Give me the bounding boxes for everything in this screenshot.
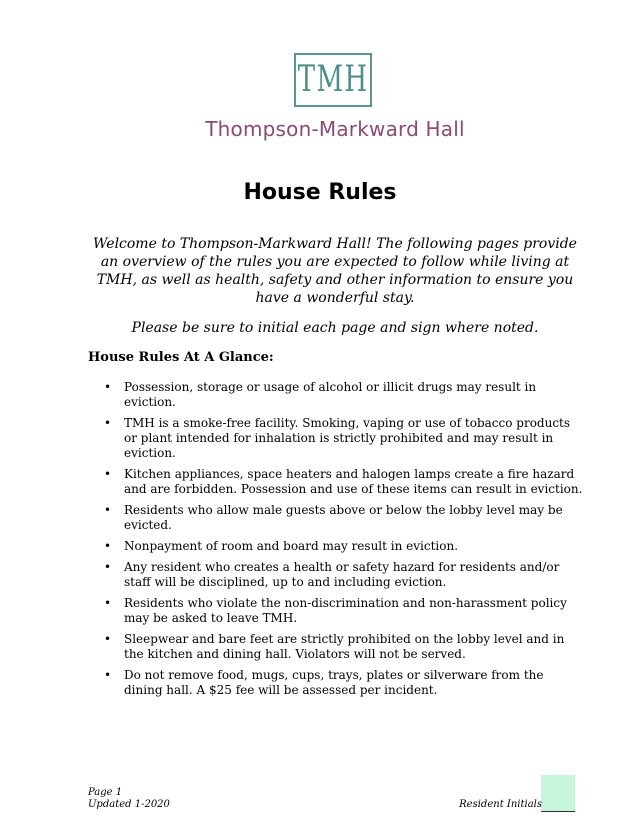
welcome-paragraph: Welcome to Thompson-Markward Hall! The following pages provide an overview of the rules you are expected to follow while living at TMH, as well as health, safety and other information to ensure you have a wonderful stay. [93, 236, 577, 306]
rule-item [104, 668, 584, 698]
rule-text: TMH is a smoke-free facility. Smoking, vaping or use of tobacco products or plant intended for inhalation is strictly prohibited and may result in eviction. [124, 416, 571, 460]
bullet-icon: • [104, 632, 112, 646]
rules-list [104, 380, 584, 704]
bullet-icon: • [104, 539, 112, 553]
bullet-icon: • [104, 467, 112, 481]
rules-heading: House Rules At A Glance: [88, 350, 274, 365]
rule-text: Residents who allow male guests above or below the lobby level may be evicted. [124, 503, 563, 532]
bullet-icon: • [104, 380, 112, 394]
rule-item [104, 632, 584, 662]
rule-item [104, 560, 584, 590]
rule-item [104, 503, 584, 533]
bullet-icon: • [104, 668, 112, 682]
bullet-icon: • [104, 416, 112, 430]
organization-name: Thompson-Markward Hall [205, 117, 465, 141]
footer-info [88, 787, 170, 811]
rule-text: Any resident who creates a health or safety hazard for residents and/or staff will be disciplined, up to and including eviction. [124, 560, 560, 589]
initials-field[interactable] [541, 775, 575, 812]
updated-date: Updated 1-2020 [88, 799, 170, 810]
logo-mark: TMH [297, 59, 369, 100]
rule-text: Nonpayment of room and board may result in eviction. [124, 539, 459, 553]
rule-item [104, 416, 584, 461]
rule-item [104, 596, 584, 626]
rule-text: Sleepwear and bare feet are strictly prohibited on the lobby level and in the kitchen and dining hall. Violators will not be served. [124, 632, 565, 661]
logo [294, 53, 372, 107]
rule-item [104, 539, 584, 554]
rule-item [104, 467, 584, 497]
rule-item [104, 380, 584, 410]
bullet-icon: • [104, 596, 112, 610]
page-title: House Rules [243, 180, 397, 205]
rule-text: Do not remove food, mugs, cups, trays, plates or silverware from the dining hall. A $25 fee will be assessed per incident. [124, 668, 544, 697]
rule-text: Possession, storage or usage of alcohol or illicit drugs may result in eviction. [124, 380, 537, 409]
initial-note: Please be sure to initial each page and sign where noted. [131, 320, 539, 336]
bullet-icon: • [104, 560, 112, 574]
rule-text: Kitchen appliances, space heaters and halogen lamps create a fire hazard and are forbidden. Possession and use of these items can result in eviction. [124, 467, 583, 496]
rule-text: Residents who violate the non-discrimination and non-harassment policy may be asked to leave TMH. [124, 596, 567, 625]
page-number: Page 1 [88, 787, 123, 798]
bullet-icon: • [104, 503, 112, 517]
initials-label: Resident Initials [459, 799, 542, 810]
